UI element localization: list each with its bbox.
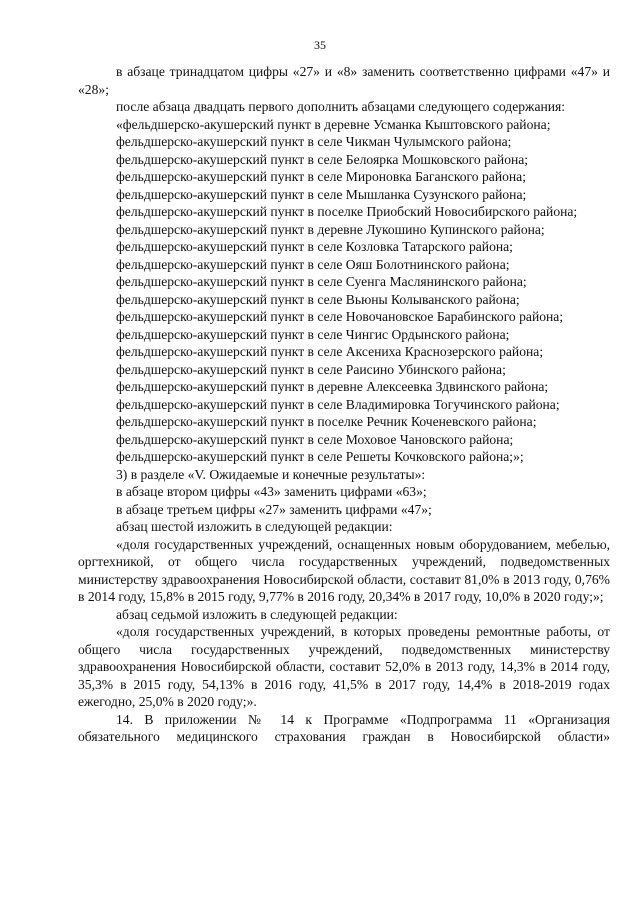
paragraph: в абзаце тринадцатом цифры «27» и «8» заменить соответственно цифрами «47» и «28»; [78, 64, 610, 97]
paragraph: после абзаца двадцать первого дополнить абзацами следующего содержания: [116, 99, 566, 114]
list-item: фельдшерско-акушерский пункт в селе Чингис Ордынского района; [116, 326, 510, 342]
list-item: «фельдшерско-акушерский пункт в деревне Усманка Кыштовского района; [116, 116, 551, 132]
list-item: фельдшерско-акушерский пункт в селе Вьюны Колыванского района; [116, 291, 520, 307]
paragraph: абзац шестой изложить в следующей редакции: [116, 519, 393, 534]
list-item: фельдшерско-акушерский пункт в деревне Лукошино Купинского района; [116, 221, 545, 237]
list-item: фельдшерско-акушерский пункт в селе Аксениха Краснозерского района; [116, 344, 544, 359]
paragraph: «доля государственных учреждений, оснащенных новым оборудованием, мебелью, оргтехникой, от общего числа государственных учреждений, подведомственных министерству здравоохранения Новосибирской области, составит 81,0% в 2013 году, 0,76% в 2014 году, 15,8% в 2015 году, 9,77% в 2016 году, 20,34% в 2017 году, 10,0% в 2020 году;»; [78, 536, 610, 604]
paragraph: 14. В приложении № 14 к Программе «Подпрограмма 11 «Организация обязательного медицинского страхования граждан в Новосибирской области» [78, 711, 610, 744]
paragraph: в абзаце третьем цифры «27» заменить цифрами «47»; [116, 501, 432, 517]
list-item: фельдшерско-акушерский пункт в селе Козловка Татарского района; [116, 239, 513, 254]
list-item: фельдшерско-акушерский пункт в селе Моховое Чановского района; [116, 431, 514, 447]
list-item: фельдшерско-акушерский пункт в селе Суенга Маслянинского района; [116, 274, 527, 289]
list-item: фельдшерско-акушерский пункт в селе Владимировка Тогучинского района; [116, 396, 560, 412]
list-item: фельдшерско-акушерский пункт в селе Решеты Кочковского района;»; [116, 449, 524, 464]
list-item: фельдшерско-акушерский пункт в селе Чикман Чулымского района; [116, 134, 512, 149]
paragraph: 3) в разделе «V. Ожидаемые и конечные результаты»: [116, 466, 426, 482]
paragraph: «доля государственных учреждений, в которых проведены ремонтные работы, от общего числа государственных учреждений, подведомственных министерству здравоохранения Новосибирской области, составит 52,0% в 2013 году, 14,3% в 2014 году, 35,3% в 2015 году, 54,13% в 2016 году, 41,5% в 2017 году, 14,4% в 2018-2019 годах ежегодно, 25,0% в 2020 году;». [78, 624, 610, 709]
list-item: фельдшерско-акушерский пункт в поселке Речник Коченевского района; [116, 414, 537, 429]
list-item: фельдшерско-акушерский пункт в селе Новочановское Барабинского района; [116, 309, 564, 324]
paragraph: абзац седьмой изложить в следующей редакции: [116, 606, 398, 622]
list-item: фельдшерско-акушерский пункт в селе Раисино Убинского района; [116, 361, 506, 377]
list-item: фельдшерско-акушерский пункт в поселке Приобский Новосибирского района; [116, 204, 578, 219]
page-number: 35 [314, 38, 326, 52]
paragraph: в абзаце втором цифры «43» заменить цифрами «63»; [116, 484, 427, 499]
list-item: фельдшерско-акушерский пункт в деревне Алексеевка Здвинского района; [116, 379, 549, 394]
list-item: фельдшерско-акушерский пункт в селе Белоярка Мошковского района; [116, 151, 529, 167]
list-item: фельдшерско-акушерский пункт в селе Мышланка Сузунского района; [116, 186, 527, 202]
list-item: фельдшерско-акушерский пункт в селе Ояш Болотнинского района; [116, 256, 510, 272]
list-item: фельдшерско-акушерский пункт в селе Мироновка Баганского района; [116, 169, 526, 184]
document-body [78, 63, 610, 746]
